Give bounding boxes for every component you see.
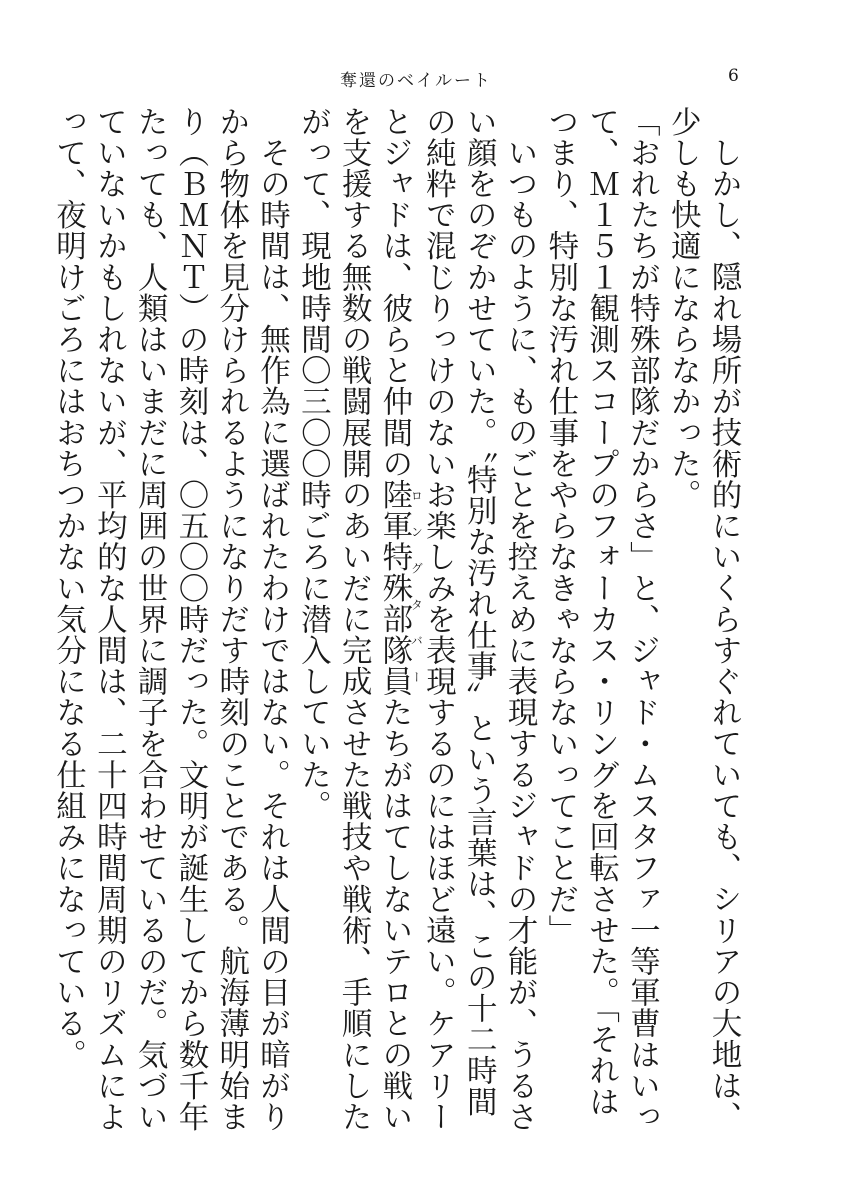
ruby-base: 陸軍特殊部隊員	[376, 479, 412, 697]
paragraph-text: いつものように、ものごとを控えめに表現するジャドの才能が、うるさい顔をのぞかせていた。〝特別な汚れ仕事〟という言葉は、この十二時間の純粋で混じりっけのないお楽しみを表現するのにはほど遠い。ケアリーとジャドは、彼らと仲間の	[376, 106, 538, 1133]
paragraph	[292, 106, 539, 1136]
running-head	[0, 66, 841, 90]
body-text	[50, 106, 743, 1136]
paragraph: しかし、隠れ場所が技術的にいくらすぐれていても、シリアの大地は、少しも快適にならなかった。	[665, 106, 741, 1132]
page-number: 6	[728, 66, 741, 86]
ruby-term	[376, 479, 424, 697]
paragraph-text: たちがはてしないテロとの戦いを支援する無数の戦闘展開のあいだに完成させた戦技や戦術、手順にしたがって、現地時間〇三〇〇時ごろに潜入していた。	[295, 106, 412, 1133]
paragraph: その時間は、無作為に選ばれたわけではない。それは人間の目が暗がりから物体を見分けられるようになりだす時刻のことである。航海薄明始まり（ＢＭＮＴ）の時刻は、〇五〇〇時だった。文明が誕生してから数千年たっても、人類はいまだに周囲の世界に調子を合わせているのだ。気づいていないかもしれないが、平均的な人間は、二十四時間周期のリズムによって、夜明けごろにはおちつかない気分になる仕組みになっている。	[50, 106, 290, 1133]
book-title: 奪還のベイルート	[340, 71, 492, 91]
ruby-reading: ロングタバー	[409, 479, 424, 697]
paragraph: 「おれたちが特殊部隊だからさ」と、ジャド・ムスタファ一等軍曹はいって、Ｍ１５１観測スコープのフォーカス・リングを回転させた。「それはつまり、特別な汚れ仕事をやらなきゃならないってことだ」	[542, 106, 660, 1133]
